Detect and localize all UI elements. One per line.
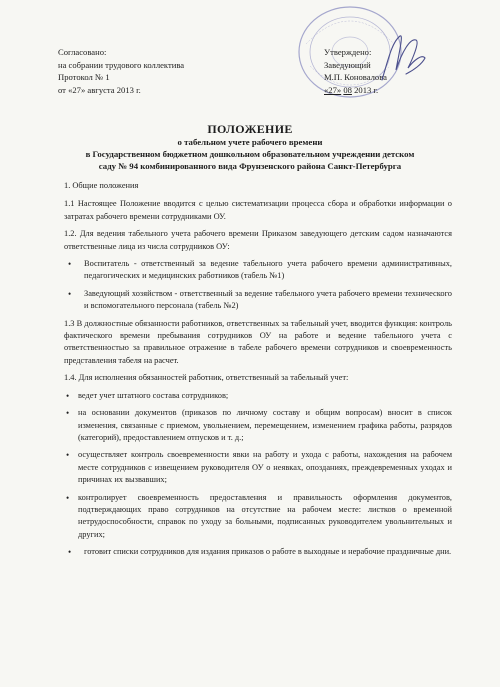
subtitle-line: в Государственном бюджетном дошкольном образовательном учреждении детском (85, 148, 415, 159)
document-title: ПОЛОЖЕНИЕ (207, 122, 293, 136)
handwritten-signature (378, 30, 428, 88)
paragraph-1-2: 1.2. Для ведения табельного учета рабочего времени Приказом заведующего детским садом назначаются ответственные лица из числа сотрудников ОУ: (64, 229, 452, 251)
approved-position: Заведующий (324, 59, 371, 70)
agreed-block (58, 46, 184, 96)
approved-name: М.П. Коновалова (324, 72, 387, 82)
subtitle-line: о табельном учете рабочего времени (177, 137, 323, 147)
duty-item: • на основании документов (приказов по личному составу и общим вопросам) вносит в список изменения, связанные с приемом, увольнением, перемещением, изменением графика работы, разрядов (категорий), предоставлением отпусков и т. д.; (64, 407, 452, 444)
duty-item: • контролирует своевременность предоставления и правильность оформления документов, подтверждающих право сотрудников на отсутствие на рабочем месте: листков о временной нетрудоспособности, справок по уходу за больными, подписанных руководителем увольнительных и других; (64, 492, 452, 542)
agreed-meeting: на собрании трудового коллектива (58, 59, 185, 70)
agreed-protocol: Протокол № 1 (58, 72, 110, 82)
section-heading: 1. Общие положения (64, 181, 139, 190)
document-subtitle (60, 137, 440, 172)
duty-item: • ведет учет штатного состава сотрудников; (64, 390, 452, 402)
approved-date-year: 2013 г. (354, 84, 379, 95)
responsible-item: • Заведующий хозяйством - ответственный за ведение табельного учета рабочего времени технического и вспомогательного персонала (табель №2) (64, 288, 452, 313)
approved-label: Утверждено: (324, 47, 372, 57)
subtitle-line: саду № 94 комбинированного вида Фрунзенского района Санкт-Петербурга (98, 160, 402, 171)
paragraph-1-1: 1.1 Настоящее Положение вводится с целью систематизации процесса сбора и обработки информации о затратах рабочего времени сотрудниками ОУ. (64, 199, 452, 221)
document-body (64, 180, 452, 564)
agreed-label: Согласовано: (58, 47, 107, 57)
approved-date-day: «27» (324, 84, 342, 95)
paragraph-1-4: 1.4. Для исполнения обязанностей работник, ответственный за табельный учет: (64, 373, 349, 383)
duty-item: • готовит списки сотрудников для издания приказов о работе в выходные и нерабочие праздничные дни. (64, 546, 452, 558)
responsible-item: • Воспитатель - ответственный за ведение табельного учета рабочего времени административных, педагогических и медицинских работников (табель №1) (64, 258, 452, 283)
agreed-date: от «27» августа 2013 г. (58, 84, 141, 95)
duty-item: • осуществляет контроль своевременности явки на работу и ухода с работы, нахождения на рабочем месте сотрудников с извещением руководителя ОУ о неявках, опозданиях, преждевременных уходах и причинах их вызвавших; (64, 449, 452, 486)
approved-date-month: 08 (343, 84, 352, 95)
paragraph-1-3: 1.3 В должностные обязанности работников, ответственных за табельный учет, вводится функция: контроль фактического времени пребывания сотрудников ОУ на работе и ведение табельного учета с ответственностью за правильное отражение в табеле рабочего времени сотрудников и своевременность представления табеля на расчет. (64, 318, 452, 365)
